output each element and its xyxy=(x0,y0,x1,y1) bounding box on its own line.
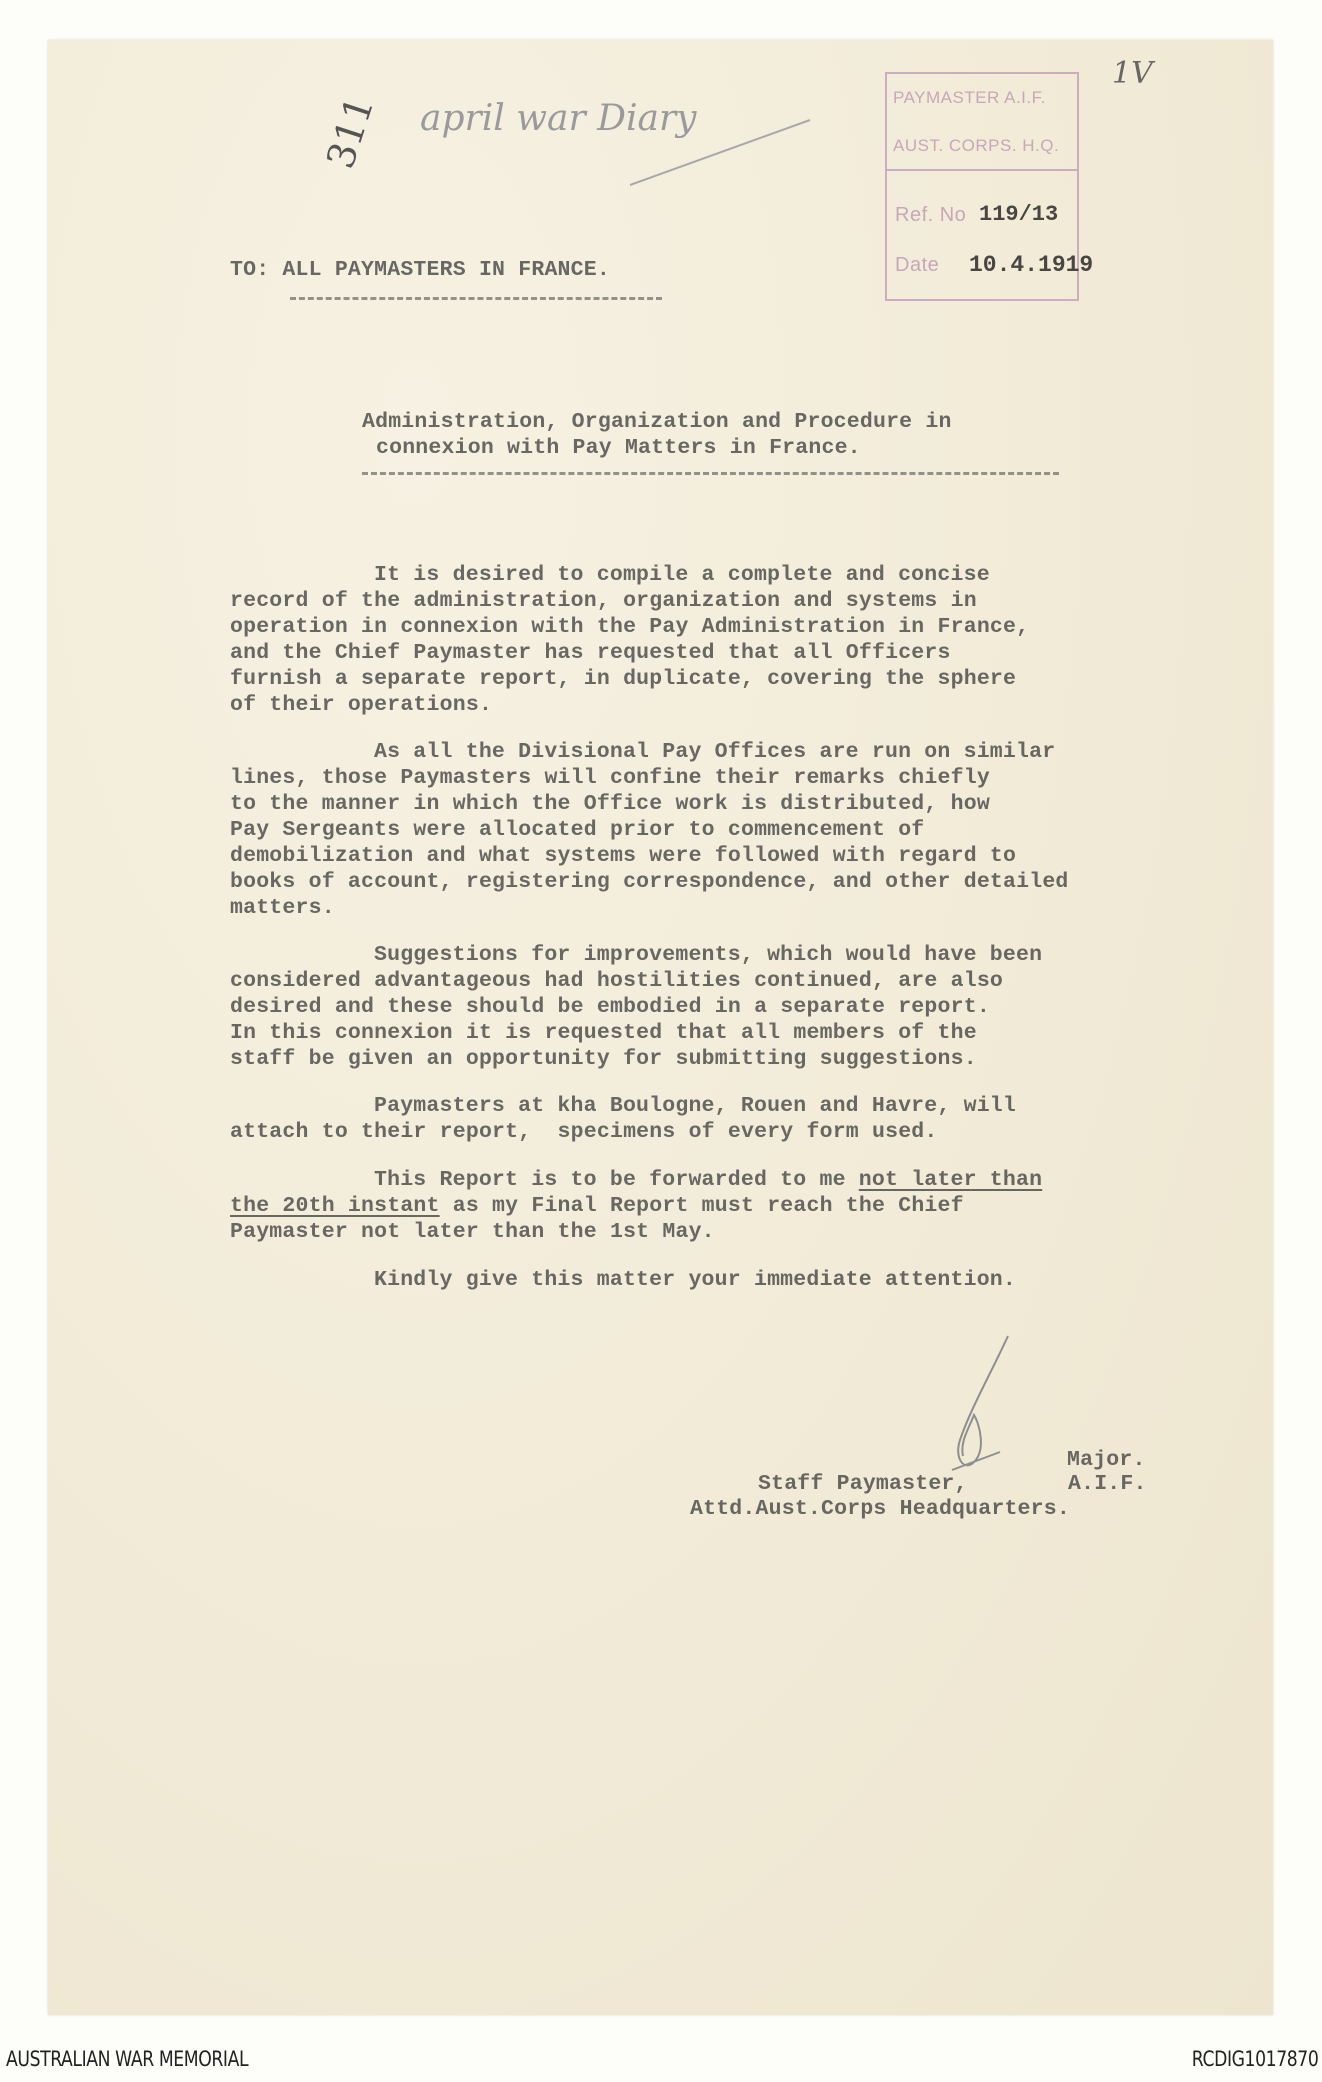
paragraph-line: As all the Divisional Pay Offices are run on similar xyxy=(374,740,1056,764)
paragraph-line: demobilization and what systems were followed with regard to xyxy=(230,844,1017,868)
underlined-text: the 20th instant xyxy=(230,1194,440,1218)
paragraph-line: desired and these should be embodied in a separate report. xyxy=(230,995,990,1019)
handwritten-signature xyxy=(930,1330,1040,1480)
addressee-underline xyxy=(290,297,662,300)
paragraph-line: Suggestions for improvements, which would have been xyxy=(374,943,1043,967)
signature-unit: A.I.F. xyxy=(1068,1472,1147,1496)
addressee: TO: ALL PAYMASTERS IN FRANCE. xyxy=(230,258,610,282)
stamp-line-2: AUST. CORPS. H.Q. xyxy=(893,136,1060,155)
stamp-date-label: Date xyxy=(895,254,940,276)
paragraph-line: of their operations. xyxy=(230,693,493,717)
paragraph-line: books of account, registering correspondence, and other detailed xyxy=(230,870,1069,894)
stamp-ref-value: 119/13 xyxy=(979,202,1059,227)
paragraph-line: Paymasters at kha Boulogne, Rouen and Havre, will xyxy=(374,1094,1017,1118)
paragraph-line: staff be given an opportunity for submitting suggestions. xyxy=(230,1047,977,1071)
underlined-text: not later than xyxy=(858,1168,1043,1192)
paragraph-line: to the manner in which the Office work is distributed, how xyxy=(230,792,990,816)
paragraph-line xyxy=(230,1194,964,1220)
stamp-date-value: 10.4.1919 xyxy=(969,252,1094,278)
corner-mark: 1V xyxy=(1112,56,1153,91)
stamp-ref-label: Ref. No xyxy=(895,204,967,226)
pencil-stroke xyxy=(620,110,820,190)
paragraph-line: In this connexion it is requested that all members of the xyxy=(230,1021,977,1045)
catalogue-id: RCDIG1017870 xyxy=(1191,2047,1318,2071)
paragraph-line: attach to their report, specimens of every form used. xyxy=(230,1120,938,1144)
subject-line-2: connexion with Pay Matters in France. xyxy=(376,436,861,460)
paragraph-line: Kindly give this matter your immediate attention. xyxy=(374,1268,1017,1292)
paragraph-line: and the Chief Paymaster has requested that all Officers xyxy=(230,641,951,665)
paymaster-stamp xyxy=(885,72,1094,301)
institution-credit: AUSTRALIAN WAR MEMORIAL xyxy=(6,2047,249,2071)
signature-title: Staff Paymaster, xyxy=(758,1472,968,1496)
stamp-line-1: PAYMASTER A.I.F. xyxy=(893,88,1046,107)
paragraph-line: lines, those Paymasters will confine their remarks chiefly xyxy=(230,766,990,790)
paragraph-line: furnish a separate report, in duplicate, covering the sphere xyxy=(230,667,1017,691)
paragraph-line: Paymaster not later than the 1st May. xyxy=(230,1220,715,1244)
stamp-divider xyxy=(887,169,1077,171)
paragraph-line: considered advantageous had hostilities continued, are also xyxy=(230,969,1004,993)
paragraph-line xyxy=(374,1168,1042,1194)
text-span: as my Final Report must reach the Chief xyxy=(439,1194,964,1218)
paragraph-line: operation in connexion with the Pay Administration in France, xyxy=(230,615,1030,639)
handwritten-note: april war Diary xyxy=(420,98,697,139)
paragraph-line: matters. xyxy=(230,896,335,920)
paragraph-line: Pay Sergeants were allocated prior to commencement of xyxy=(230,818,925,842)
signature-location: Attd.Aust.Corps Headquarters. xyxy=(690,1497,1070,1521)
text-span: This Report is to be forwarded to me xyxy=(374,1168,859,1192)
subject-underline xyxy=(362,472,1059,475)
paragraph-line: record of the administration, organization and systems in xyxy=(230,589,977,613)
paragraph-line: It is desired to compile a complete and concise xyxy=(374,563,990,587)
signature-rank: Major. xyxy=(1067,1448,1146,1472)
folio-number: 311 xyxy=(318,91,383,174)
subject-line-1: Administration, Organization and Procedure in xyxy=(362,410,952,434)
